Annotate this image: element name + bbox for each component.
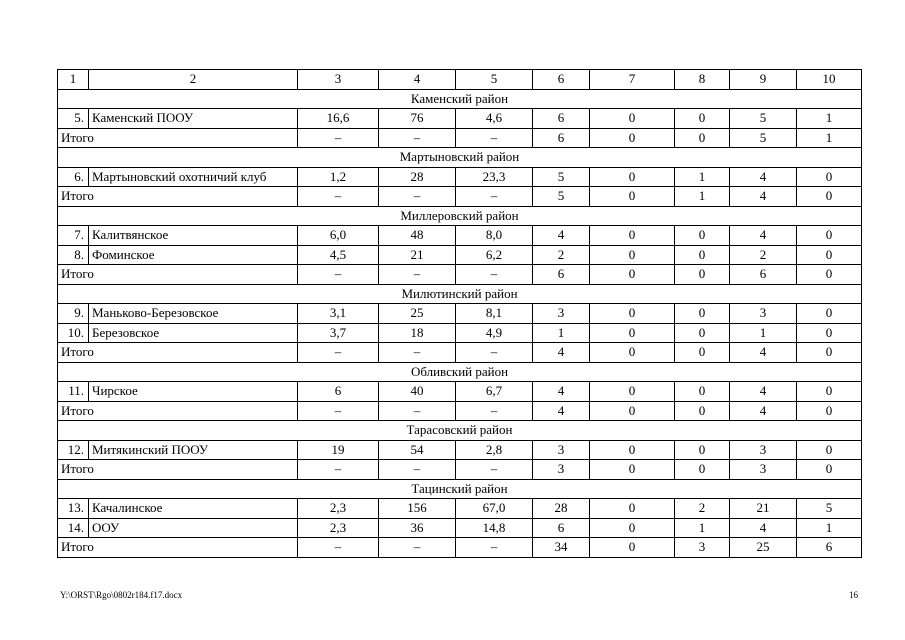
- total-cell: 6: [533, 265, 590, 285]
- table-cell: 0: [675, 440, 730, 460]
- total-label: Итого: [58, 401, 298, 421]
- table-cell: 6: [533, 518, 590, 538]
- district-title: Тацинский район: [58, 479, 862, 499]
- column-number-header: 9: [730, 70, 797, 90]
- total-cell: 5: [730, 128, 797, 148]
- table-row: [58, 382, 862, 402]
- row-number: 12.: [58, 440, 89, 460]
- table-cell: 18: [379, 323, 456, 343]
- total-cell: –: [298, 265, 379, 285]
- total-cell: –: [379, 538, 456, 558]
- total-cell: –: [456, 187, 533, 207]
- total-row: [58, 187, 862, 207]
- row-number: 8.: [58, 245, 89, 265]
- total-cell: 0: [797, 265, 862, 285]
- table-cell: 0: [590, 245, 675, 265]
- table-cell: 1: [533, 323, 590, 343]
- table-cell: 0: [675, 109, 730, 129]
- row-number: 13.: [58, 499, 89, 519]
- table-cell: 0: [590, 304, 675, 324]
- total-cell: –: [298, 343, 379, 363]
- total-cell: 0: [590, 343, 675, 363]
- total-cell: –: [456, 401, 533, 421]
- total-row: [58, 343, 862, 363]
- table-cell: 3,7: [298, 323, 379, 343]
- total-cell: –: [379, 265, 456, 285]
- table-cell: 21: [730, 499, 797, 519]
- column-number-header: 5: [456, 70, 533, 90]
- table-cell: 0: [675, 382, 730, 402]
- table-cell: 4: [533, 382, 590, 402]
- table-cell: 28: [533, 499, 590, 519]
- table-row: [58, 440, 862, 460]
- table-row: [58, 518, 862, 538]
- total-row: [58, 128, 862, 148]
- total-cell: 0: [797, 401, 862, 421]
- table-cell: 2,3: [298, 518, 379, 538]
- table-cell: 67,0: [456, 499, 533, 519]
- table-cell: 2: [533, 245, 590, 265]
- table-cell: 5: [533, 167, 590, 187]
- table-cell: 0: [590, 518, 675, 538]
- table-cell: 0: [797, 226, 862, 246]
- district-row: [58, 421, 862, 441]
- district-row: [58, 362, 862, 382]
- table-cell: 1,2: [298, 167, 379, 187]
- table-cell: 1: [730, 323, 797, 343]
- row-number: 10.: [58, 323, 89, 343]
- table-cell: 2,8: [456, 440, 533, 460]
- row-number: 9.: [58, 304, 89, 324]
- total-cell: –: [379, 460, 456, 480]
- table-cell: 156: [379, 499, 456, 519]
- table-cell: 3: [730, 440, 797, 460]
- table-cell: 0: [797, 245, 862, 265]
- total-cell: 6: [730, 265, 797, 285]
- total-cell: –: [456, 128, 533, 148]
- total-cell: –: [298, 538, 379, 558]
- table-cell: 1: [797, 518, 862, 538]
- table-cell: 0: [590, 440, 675, 460]
- table-cell: 1: [797, 109, 862, 129]
- hunting-ground-name: Маньково-Березовское: [89, 304, 298, 324]
- total-cell: 3: [533, 460, 590, 480]
- district-title: Мартыновский район: [58, 148, 862, 168]
- table-cell: 0: [590, 226, 675, 246]
- table-cell: 3: [730, 304, 797, 324]
- total-cell: 0: [675, 128, 730, 148]
- total-cell: 0: [590, 460, 675, 480]
- column-number-header: 2: [89, 70, 298, 90]
- total-cell: 5: [533, 187, 590, 207]
- total-cell: –: [298, 187, 379, 207]
- table-cell: 0: [590, 499, 675, 519]
- hunting-ground-name: Фоминское: [89, 245, 298, 265]
- table-cell: 0: [675, 226, 730, 246]
- table-cell: 0: [675, 245, 730, 265]
- total-label: Итого: [58, 343, 298, 363]
- table-cell: 4: [730, 382, 797, 402]
- table-cell: 4: [730, 518, 797, 538]
- table-body: [58, 70, 862, 558]
- row-number: 11.: [58, 382, 89, 402]
- table-cell: 40: [379, 382, 456, 402]
- table-cell: 2: [730, 245, 797, 265]
- table-cell: 3,1: [298, 304, 379, 324]
- table-cell: 4: [730, 167, 797, 187]
- column-number-header: 8: [675, 70, 730, 90]
- table-cell: 19: [298, 440, 379, 460]
- table-row: [58, 245, 862, 265]
- district-title: Милютинский район: [58, 284, 862, 304]
- total-cell: –: [379, 343, 456, 363]
- district-row: [58, 284, 862, 304]
- table-cell: 4,6: [456, 109, 533, 129]
- table-cell: 28: [379, 167, 456, 187]
- column-number-header: 7: [590, 70, 675, 90]
- total-row: [58, 460, 862, 480]
- total-cell: –: [456, 343, 533, 363]
- table-row: [58, 226, 862, 246]
- total-cell: 0: [797, 187, 862, 207]
- district-row: [58, 148, 862, 168]
- table-cell: 5: [797, 499, 862, 519]
- total-cell: 0: [590, 187, 675, 207]
- file-path: Y:\ORST\Rgo\0802r184.f17.docx: [60, 590, 183, 600]
- district-title: Обливский район: [58, 362, 862, 382]
- total-label: Итого: [58, 538, 298, 558]
- total-cell: –: [298, 128, 379, 148]
- table-cell: 0: [797, 323, 862, 343]
- total-cell: –: [298, 401, 379, 421]
- total-cell: 25: [730, 538, 797, 558]
- table-cell: 76: [379, 109, 456, 129]
- district-row: [58, 479, 862, 499]
- table-cell: 2,3: [298, 499, 379, 519]
- table-row: [58, 109, 862, 129]
- column-number-header: 10: [797, 70, 862, 90]
- hunting-ground-name: Калитвянское: [89, 226, 298, 246]
- hunting-ground-name: Березовское: [89, 323, 298, 343]
- total-row: [58, 538, 862, 558]
- header-row: [58, 70, 862, 90]
- table-cell: 3: [533, 304, 590, 324]
- hunting-ground-name: Митякинский ПООУ: [89, 440, 298, 460]
- table-cell: 6,2: [456, 245, 533, 265]
- table-cell: 4: [533, 226, 590, 246]
- table-cell: 1: [675, 518, 730, 538]
- total-row: [58, 401, 862, 421]
- total-cell: 6: [533, 128, 590, 148]
- total-cell: 4: [730, 401, 797, 421]
- table-cell: 6,7: [456, 382, 533, 402]
- total-cell: 0: [675, 265, 730, 285]
- total-cell: –: [456, 265, 533, 285]
- total-cell: 1: [675, 187, 730, 207]
- hunting-ground-name: Каменский ПООУ: [89, 109, 298, 129]
- table-cell: 0: [590, 323, 675, 343]
- total-cell: –: [379, 401, 456, 421]
- table-cell: 48: [379, 226, 456, 246]
- table-cell: 23,3: [456, 167, 533, 187]
- table-cell: 0: [797, 440, 862, 460]
- total-cell: –: [379, 187, 456, 207]
- table-cell: 4,9: [456, 323, 533, 343]
- row-number: 6.: [58, 167, 89, 187]
- table-row: [58, 499, 862, 519]
- row-number: 5.: [58, 109, 89, 129]
- total-cell: 4: [533, 343, 590, 363]
- table-cell: 0: [590, 382, 675, 402]
- total-cell: –: [456, 460, 533, 480]
- table-cell: 25: [379, 304, 456, 324]
- district-title: Каменский район: [58, 89, 862, 109]
- table-cell: 0: [797, 167, 862, 187]
- table-cell: 3: [533, 440, 590, 460]
- district-row: [58, 89, 862, 109]
- page-number: 16: [849, 590, 858, 600]
- row-number: 7.: [58, 226, 89, 246]
- total-cell: 0: [675, 343, 730, 363]
- total-cell: 0: [590, 128, 675, 148]
- district-title: Тарасовский район: [58, 421, 862, 441]
- total-cell: 4: [730, 187, 797, 207]
- table-row: [58, 304, 862, 324]
- total-cell: –: [298, 460, 379, 480]
- table-cell: 0: [675, 304, 730, 324]
- total-label: Итого: [58, 187, 298, 207]
- total-cell: 3: [730, 460, 797, 480]
- total-label: Итого: [58, 128, 298, 148]
- table-cell: 36: [379, 518, 456, 538]
- data-table: [57, 69, 862, 558]
- total-label: Итого: [58, 460, 298, 480]
- total-cell: 4: [730, 343, 797, 363]
- total-cell: 0: [590, 401, 675, 421]
- table-cell: 54: [379, 440, 456, 460]
- table-cell: 6: [533, 109, 590, 129]
- total-cell: –: [456, 538, 533, 558]
- table-cell: 0: [797, 304, 862, 324]
- table-cell: 16,6: [298, 109, 379, 129]
- table-cell: 5: [730, 109, 797, 129]
- district-row: [58, 206, 862, 226]
- table-cell: 4: [730, 226, 797, 246]
- total-cell: 3: [675, 538, 730, 558]
- total-cell: –: [379, 128, 456, 148]
- column-number-header: 1: [58, 70, 89, 90]
- total-cell: 0: [797, 343, 862, 363]
- total-row: [58, 265, 862, 285]
- table-cell: 4,5: [298, 245, 379, 265]
- table-cell: 8,0: [456, 226, 533, 246]
- hunting-ground-name: Качалинское: [89, 499, 298, 519]
- table-cell: 0: [590, 109, 675, 129]
- total-label: Итого: [58, 265, 298, 285]
- table-cell: 1: [675, 167, 730, 187]
- hunting-ground-name: ООУ: [89, 518, 298, 538]
- total-cell: 0: [590, 538, 675, 558]
- column-number-header: 6: [533, 70, 590, 90]
- table-row: [58, 167, 862, 187]
- total-cell: 0: [675, 401, 730, 421]
- table-cell: 8,1: [456, 304, 533, 324]
- table-cell: 6,0: [298, 226, 379, 246]
- total-cell: 0: [590, 265, 675, 285]
- total-cell: 0: [675, 460, 730, 480]
- table-cell: 0: [797, 382, 862, 402]
- table-cell: 6: [298, 382, 379, 402]
- table-row: [58, 323, 862, 343]
- total-cell: 4: [533, 401, 590, 421]
- table-cell: 0: [675, 323, 730, 343]
- total-cell: 0: [797, 460, 862, 480]
- total-cell: 34: [533, 538, 590, 558]
- table-cell: 21: [379, 245, 456, 265]
- district-title: Миллеровский район: [58, 206, 862, 226]
- table-cell: 14,8: [456, 518, 533, 538]
- column-number-header: 4: [379, 70, 456, 90]
- hunting-ground-name: Мартыновский охотничий клуб: [89, 167, 298, 187]
- row-number: 14.: [58, 518, 89, 538]
- hunting-ground-name: Чирское: [89, 382, 298, 402]
- total-cell: 6: [797, 538, 862, 558]
- table-cell: 2: [675, 499, 730, 519]
- table-cell: 0: [590, 167, 675, 187]
- column-number-header: 3: [298, 70, 379, 90]
- total-cell: 1: [797, 128, 862, 148]
